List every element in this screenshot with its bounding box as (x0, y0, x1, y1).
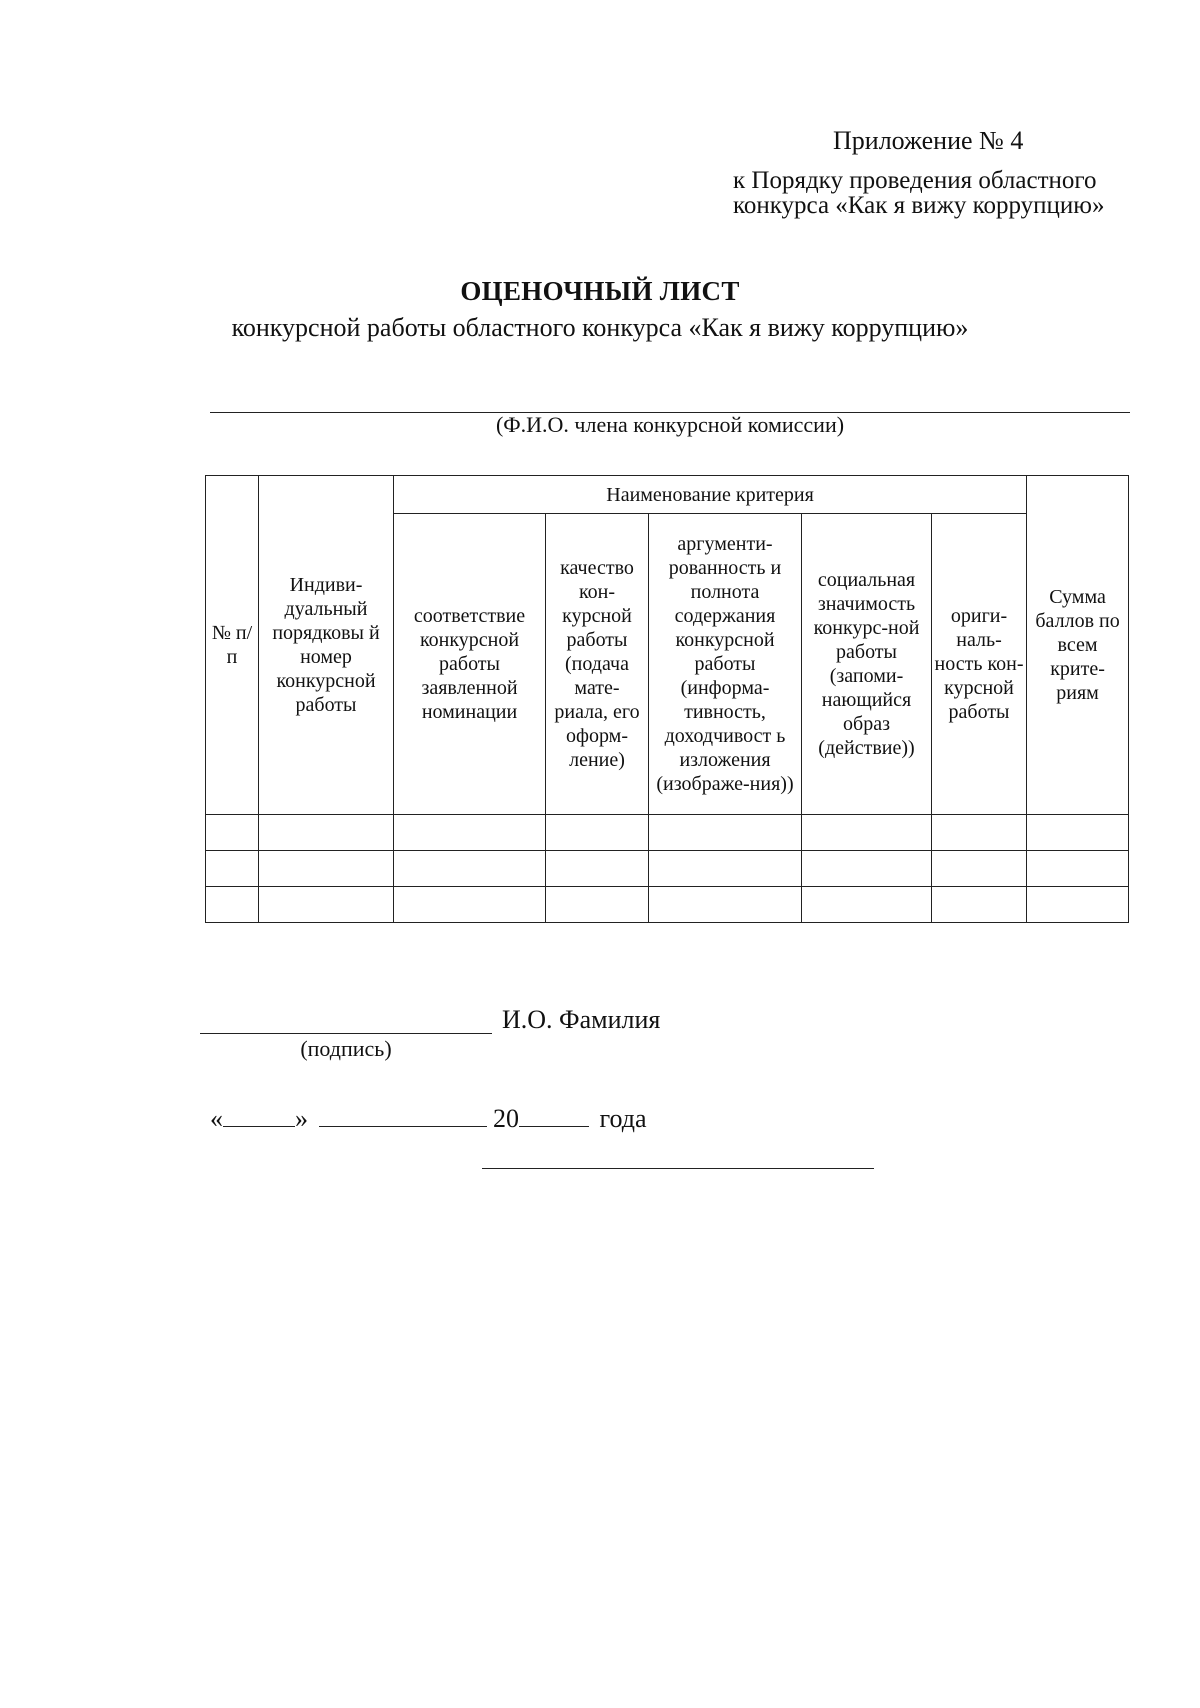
table-cell[interactable] (1027, 887, 1129, 923)
table-row (206, 887, 1129, 923)
table-cell[interactable] (546, 815, 649, 851)
fio-caption: (Ф.И.О. члена конкурсной комиссии) (495, 412, 845, 437)
header-criterion-5: ориги-наль-ность кон-курсной работы (932, 514, 1027, 815)
appendix-ref-line1: к Порядку проведения областного (733, 167, 1097, 194)
table-cell[interactable] (394, 815, 546, 851)
table-cell[interactable] (546, 851, 649, 887)
document-subtitle: конкурсной работы областного конкурса «Как я вижу коррупцию» (231, 313, 969, 342)
header-individual-number: Индиви-дуальный порядковы й номер конкурсной работы (259, 476, 394, 815)
date-century: 20 (493, 1104, 519, 1133)
table-cell[interactable] (206, 851, 259, 887)
header-criteria: Наименование критерия (394, 476, 1027, 514)
date-month-blank (319, 1104, 487, 1127)
table-cell[interactable] (649, 851, 802, 887)
table-cell[interactable] (649, 815, 802, 851)
table-cell[interactable] (206, 815, 259, 851)
table-cell[interactable] (802, 851, 932, 887)
table-cell[interactable] (394, 851, 546, 887)
table-cell[interactable] (932, 815, 1027, 851)
date-open-quote: « (210, 1104, 223, 1133)
appendix-ref-line2: конкурса «Как я вижу коррупцию» (733, 192, 1105, 219)
date-day-blank (223, 1104, 295, 1127)
table-row (206, 815, 1129, 851)
document-title: ОЦЕНОЧНЫЙ ЛИСТ (460, 276, 740, 306)
date-year-blank (519, 1104, 589, 1127)
table-cell[interactable] (1027, 851, 1129, 887)
table-cell[interactable] (802, 887, 932, 923)
header-number: № п/п (206, 476, 259, 815)
table-cell[interactable] (546, 887, 649, 923)
header-criterion-2: качество кон-курсной работы (подача мате-риала, его оформ-ление) (546, 514, 649, 815)
header-criterion-3: аргументи-рованность и полнота содержания конкурсной работы (информа-тивность, доходчивост ь изложения (изображе-ния)) (649, 514, 802, 815)
table-cell[interactable] (259, 887, 394, 923)
date-line (210, 1104, 647, 1134)
header-criterion-1: соответствие конкурсной работы заявленной номинации (394, 514, 546, 815)
signature-fill-line (200, 1033, 492, 1034)
table-cell[interactable] (649, 887, 802, 923)
table-cell[interactable] (259, 815, 394, 851)
table-cell[interactable] (394, 887, 546, 923)
table-cell[interactable] (802, 815, 932, 851)
bottom-fill-line (482, 1168, 874, 1169)
signature-caption: (подпись) (300, 1036, 392, 1061)
table-row (206, 851, 1129, 887)
date-close-quote: » (295, 1104, 308, 1133)
header-criterion-4: социальная значимость конкурс-ной работы (запоми-нающийся образ (действие)) (802, 514, 932, 815)
appendix-number: Приложение № 4 (833, 126, 1024, 155)
evaluation-table (205, 475, 1129, 923)
table-cell[interactable] (932, 851, 1027, 887)
table-cell[interactable] (1027, 815, 1129, 851)
table-cell[interactable] (932, 887, 1027, 923)
header-sum: Сумма баллов по всем крите-риям (1027, 476, 1129, 815)
appendix-block (0, 126, 1135, 218)
signatory-name: И.О. Фамилия (502, 1005, 661, 1034)
table-cell[interactable] (259, 851, 394, 887)
table-cell[interactable] (206, 887, 259, 923)
date-suffix: года (599, 1104, 647, 1133)
